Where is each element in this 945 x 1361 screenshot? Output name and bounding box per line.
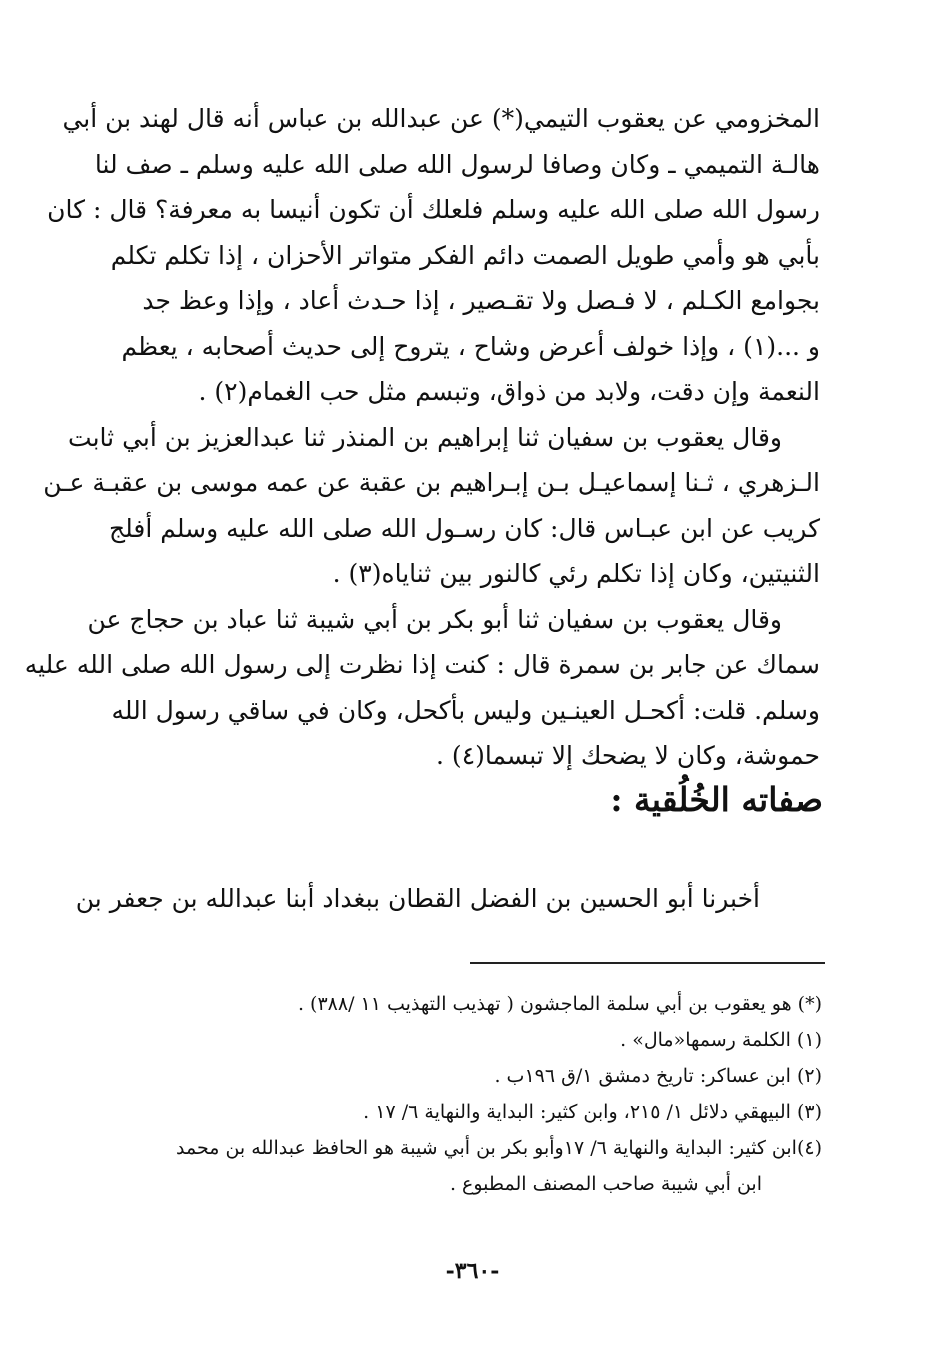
text-line: رسول الله صلى الله عليه وسلم فلعلك أن تكون أنيسا به معرفة؟ قال : كان — [47, 195, 820, 224]
paragraph-1 — [47, 96, 820, 415]
footnote: (٤)ابن كثير: البداية والنهاية ٦/ ١٧وأبو بكر بن أبي شيبة هو الحافظ عبدالله بن محمد — [176, 1137, 822, 1159]
text-line: هالـة التميمي ـ وكان وصافا لرسول الله صلى الله عليه وسلم ـ صف لنا — [94, 149, 820, 179]
text-line: كريب عن ابن عبـاس قال: كان رسـول الله صلى الله عليه وسلم أفلج — [108, 513, 820, 543]
text-line: وقال يعقوب بن سفيان ثنا إبراهيم بن المنذر ثنا عبدالعزيز بن أبي ثابت — [68, 422, 782, 452]
text-line: بجوامع الكـلم ، لا فـصل ولا تقـصير ، إذا حـدث أعاد ، وإذا وعظ جد — [142, 286, 820, 315]
page-number: -٣٦٠- — [445, 1258, 500, 1284]
text-line: أخبرنا أبو الحسين بن الفضل القطان ببغداد أبنا عبدالله بن جعفر بن — [75, 884, 760, 913]
text-line: المخزومي عن يعقوب التيمي(*) عن عبدالله بن عباس أنه قال لهند بن أبي — [62, 104, 820, 133]
paragraph-2 — [43, 415, 820, 597]
paragraph-3 — [24, 597, 820, 779]
text-line: النعمة وإن دقت، ولابد من ذواق، وتبسم مثل حب الغمام(٢) . — [198, 377, 820, 406]
footnote: (١) الكلمة رسمها«مال» . — [620, 1029, 822, 1051]
footnote: (*) هو يعقوب بن أبي سلمة الماجشون ( تهذيب التهذيب ١١ /٣٨٨) . — [297, 993, 822, 1015]
footnote: (٢) ابن عساكر: تاريخ دمشق ١/ق ١٩٦ب . — [494, 1065, 822, 1087]
text-line: سماك عن جابر بن سمرة قال : كنت إذا نظرت إلى رسول الله صلى الله عليه — [24, 650, 820, 679]
text-line: بأبي هو وأمي طويل الصمت دائم الفكر متواتر الأحزان ، إذا تكلم تكلم — [110, 240, 820, 270]
footnote-divider — [470, 962, 825, 964]
footnotes — [150, 986, 822, 1202]
text-line: وقال يعقوب بن سفيان ثنا أبو بكر بن أبي شيبة ثنا عباد بن حجاج عن — [87, 604, 782, 634]
text-line: و ...(١) ، وإذا خولف أعرض وشاح ، يتروح إلى حديث أصحابه ، يعظم — [121, 331, 820, 361]
text-line: وسلم. قلت: أكحـل العينـين وليس بأكحل، وكان في ساقي رسول الله — [111, 695, 820, 725]
main-text — [24, 96, 820, 779]
text-line: الثنيتين، وكان إذا تكلم رئي كالنور بين ثناياه(٣) . — [332, 559, 820, 588]
text-line: حموشة، وكان لا يضحك إلا تبسما(٤) . — [436, 741, 820, 770]
footnote: (٣) البيهقي دلائل ١/ ٢١٥، وابن كثير: البداية والنهاية ٦/ ١٧ . — [363, 1101, 822, 1123]
section-paragraph — [75, 876, 820, 921]
text-line: الـزهري ، ثـنا إسماعيـل بـن إبـراهيم بن عقبة عن عمه موسى بن عقبـة عـن — [43, 468, 820, 497]
footnote-continuation: ابن أبي شيبة صاحب المصنف المطبوع . — [449, 1173, 762, 1195]
section-heading: صفاته الخُلُقية : — [610, 780, 823, 819]
